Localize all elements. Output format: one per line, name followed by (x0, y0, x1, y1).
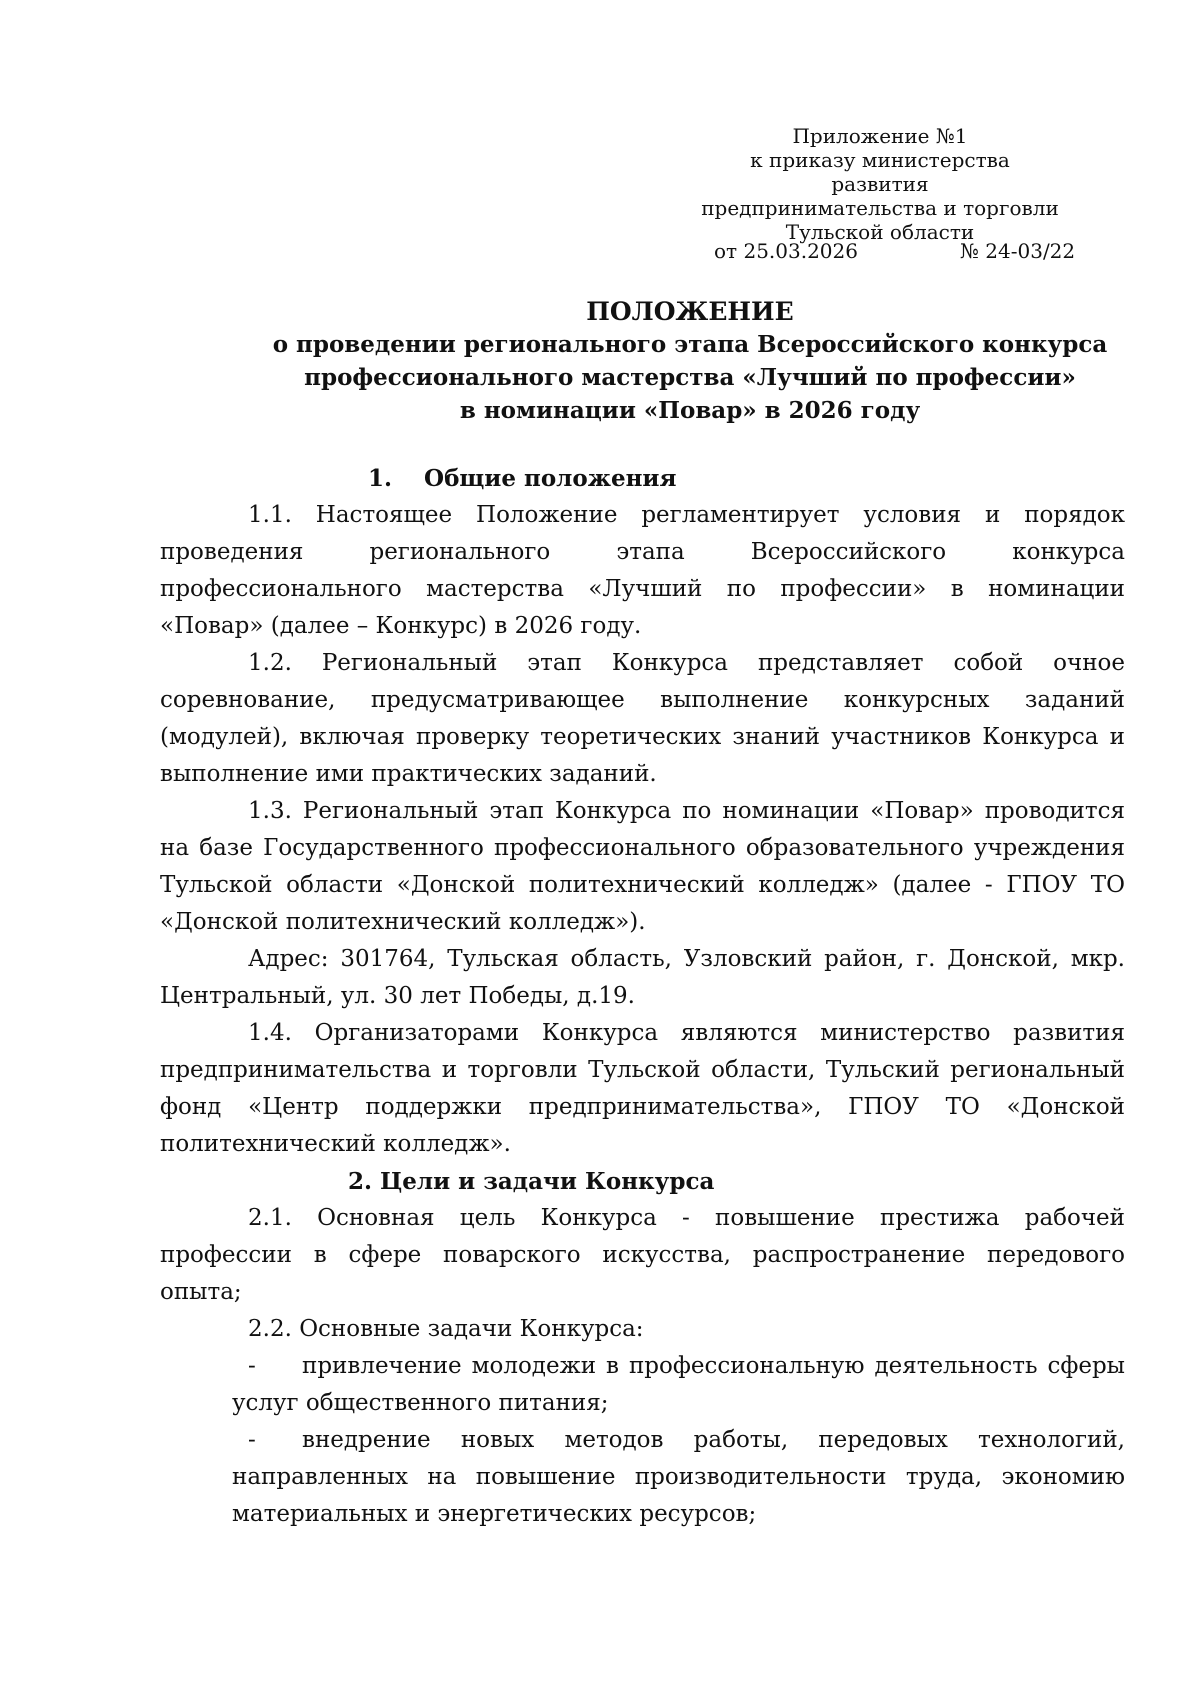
paragraph-1-1: 1.1. Настоящее Положение регламентирует условия и порядок проведения регионального этапа Всероссийского конкурса профессионального мастерства «Лучший по профессии» в номинации «Повар» (далее – Конкурс) в 2026 году. (160, 502, 1125, 639)
annex-line: Тульской области (785, 220, 975, 244)
list-item (160, 1422, 1125, 1533)
title-line: в номинации «Повар» в 2026 году (459, 397, 921, 424)
paragraph-address: Адрес: 301764, Тульская область, Узловский район, г. Донской, мкр. Центральный, ул. 30 лет Победы, д.19. (160, 946, 1125, 1009)
document-body (160, 460, 1125, 1533)
annex-line: предпринимательства и торговли (701, 196, 1059, 220)
section-2-heading: 2. Цели и задачи Конкурса (348, 1168, 715, 1195)
order-number: № 24-03/22 (960, 239, 1076, 263)
order-date: от 25.03.2026 (714, 239, 858, 263)
paragraph-1-2: 1.2. Региональный этап Конкурса представляет собой очное соревнование, предусматривающее выполнение конкурсных заданий (модулей), включая проверку теоретических знаний участников Конкурса и выполнение ими практических заданий. (160, 650, 1125, 787)
annex-line: к приказу министерства развития (750, 148, 1010, 196)
list-item (160, 1348, 1125, 1422)
paragraph-1-4: 1.4. Организаторами Конкурса являются министерство развития предпринимательства и торговли Тульской области, Тульский региональный фонд «Центр поддержки предпринимательства», ГПОУ ТО «Донской политехнический колледж». (160, 1020, 1125, 1157)
annex-line: Приложение №1 (792, 124, 968, 148)
paragraph-1-3: 1.3. Региональный этап Конкурса по номинации «Повар» проводится на базе Государственного профессионального образовательного учреждения Тульской области «Донской политехнический колледж» (далее - ГПОУ ТО «Донской политехнический колледж»). (160, 798, 1125, 935)
bullet-text: привлечение молодежи в профессиональную деятельность сферы услуг общественного питания; (232, 1353, 1125, 1416)
bullet-text: внедрение новых методов работы, передовых технологий, направленных на повышение производительности труда, экономию материальных и энергетических ресурсов; (232, 1427, 1125, 1527)
document-title (160, 295, 1200, 427)
bullet-dash: - (248, 1353, 256, 1379)
title-line: профессионального мастерства «Лучший по профессии» (304, 364, 1076, 391)
annex-header (700, 124, 1060, 244)
paragraph-2-2: 2.2. Основные задачи Конкурса: (248, 1316, 644, 1342)
section-1-heading: 1. Общие положения (368, 465, 677, 492)
title-line: о проведении регионального этапа Всероссийского конкурса (272, 331, 1108, 358)
title-main: ПОЛОЖЕНИЕ (586, 297, 794, 326)
paragraph-2-1: 2.1. Основная цель Конкурса - повышение престижа рабочей профессии в сфере поварского искусства, распространение передового опыта; (160, 1205, 1125, 1305)
bullet-dash: - (248, 1427, 256, 1453)
